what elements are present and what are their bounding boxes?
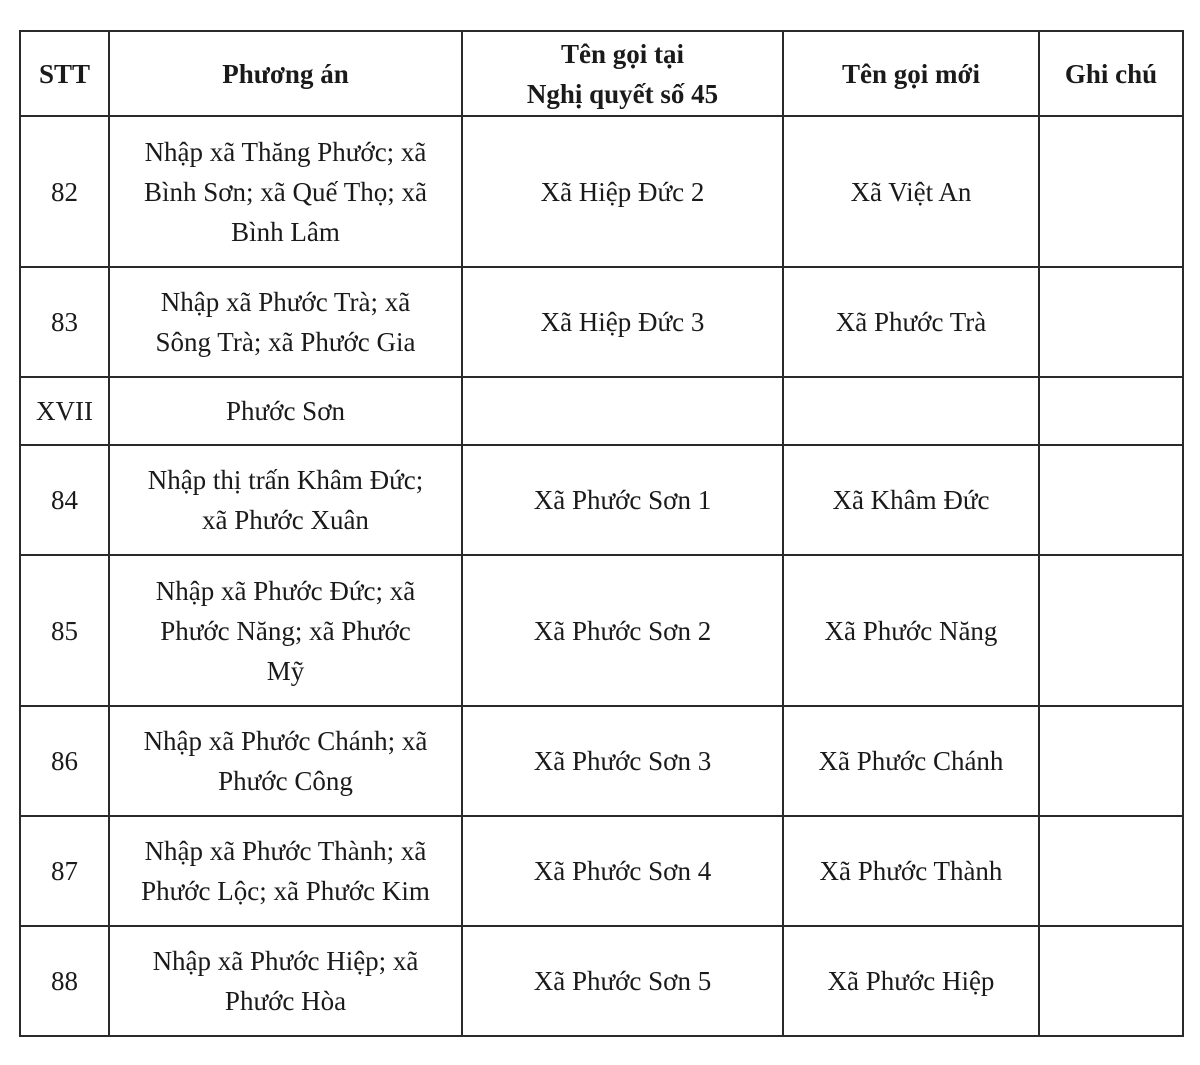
header-ghi-chu: Ghi chú	[1039, 31, 1183, 116]
cell-ten-goi-nq: Xã Phước Sơn 2	[462, 555, 783, 706]
cell-phuong-an: Nhập thị trấn Khâm Đức; xã Phước Xuân	[109, 445, 462, 555]
cell-phuong-an: Nhập xã Phước Trà; xã Sông Trà; xã Phước Gia	[109, 267, 462, 377]
cell-ten-goi-nq: Xã Hiệp Đức 2	[462, 116, 783, 267]
cell-ten-goi-moi: Xã Phước Hiệp	[783, 926, 1039, 1036]
cell-ghi-chu	[1039, 116, 1183, 267]
cell-stt: 86	[20, 706, 109, 816]
cell-ten-goi-nq: Xã Phước Sơn 5	[462, 926, 783, 1036]
cell-ghi-chu	[1039, 926, 1183, 1036]
cell-stt: 82	[20, 116, 109, 267]
section-stt: XVII	[20, 377, 109, 445]
cell-stt: 85	[20, 555, 109, 706]
cell-ghi-chu	[1039, 816, 1183, 926]
table-row	[20, 816, 1183, 926]
cell-phuong-an: Nhập xã Phước Hiệp; xã Phước Hòa	[109, 926, 462, 1036]
section-title: Phước Sơn	[109, 377, 462, 445]
cell-ghi-chu	[1039, 267, 1183, 377]
cell-phuong-an: Nhập xã Phước Đức; xã Phước Năng; xã Phước Mỹ	[109, 555, 462, 706]
cell-ten-goi-nq: Xã Phước Sơn 4	[462, 816, 783, 926]
cell-ten-goi-moi: Xã Phước Trà	[783, 267, 1039, 377]
section-empty-cell	[462, 377, 783, 445]
cell-ten-goi-moi: Xã Phước Chánh	[783, 706, 1039, 816]
header-phuong-an: Phương án	[109, 31, 462, 116]
section-row	[20, 377, 1183, 445]
table-row	[20, 445, 1183, 555]
header-ten-goi-nq: Tên gọi tại Nghị quyết số 45	[462, 31, 783, 116]
table-row	[20, 267, 1183, 377]
cell-ten-goi-moi: Xã Khâm Đức	[783, 445, 1039, 555]
cell-phuong-an: Nhập xã Thăng Phước; xã Bình Sơn; xã Quế Thọ; xã Bình Lâm	[109, 116, 462, 267]
section-empty-cell	[783, 377, 1039, 445]
cell-stt: 88	[20, 926, 109, 1036]
cell-ten-goi-moi: Xã Việt An	[783, 116, 1039, 267]
cell-stt: 84	[20, 445, 109, 555]
merger-table	[19, 30, 1184, 1037]
cell-ghi-chu	[1039, 555, 1183, 706]
cell-phuong-an: Nhập xã Phước Chánh; xã Phước Công	[109, 706, 462, 816]
table-row	[20, 116, 1183, 267]
table-row	[20, 555, 1183, 706]
cell-stt: 83	[20, 267, 109, 377]
cell-ghi-chu	[1039, 445, 1183, 555]
table-row	[20, 926, 1183, 1036]
cell-ten-goi-nq: Xã Hiệp Đức 3	[462, 267, 783, 377]
cell-ghi-chu	[1039, 706, 1183, 816]
header-stt: STT	[20, 31, 109, 116]
table-row	[20, 706, 1183, 816]
section-empty-cell	[1039, 377, 1183, 445]
table-header-row	[20, 31, 1183, 116]
cell-stt: 87	[20, 816, 109, 926]
cell-ten-goi-moi: Xã Phước Thành	[783, 816, 1039, 926]
cell-phuong-an: Nhập xã Phước Thành; xã Phước Lộc; xã Phước Kim	[109, 816, 462, 926]
cell-ten-goi-moi: Xã Phước Năng	[783, 555, 1039, 706]
cell-ten-goi-nq: Xã Phước Sơn 3	[462, 706, 783, 816]
cell-ten-goi-nq: Xã Phước Sơn 1	[462, 445, 783, 555]
header-ten-goi-moi: Tên gọi mới	[783, 31, 1039, 116]
